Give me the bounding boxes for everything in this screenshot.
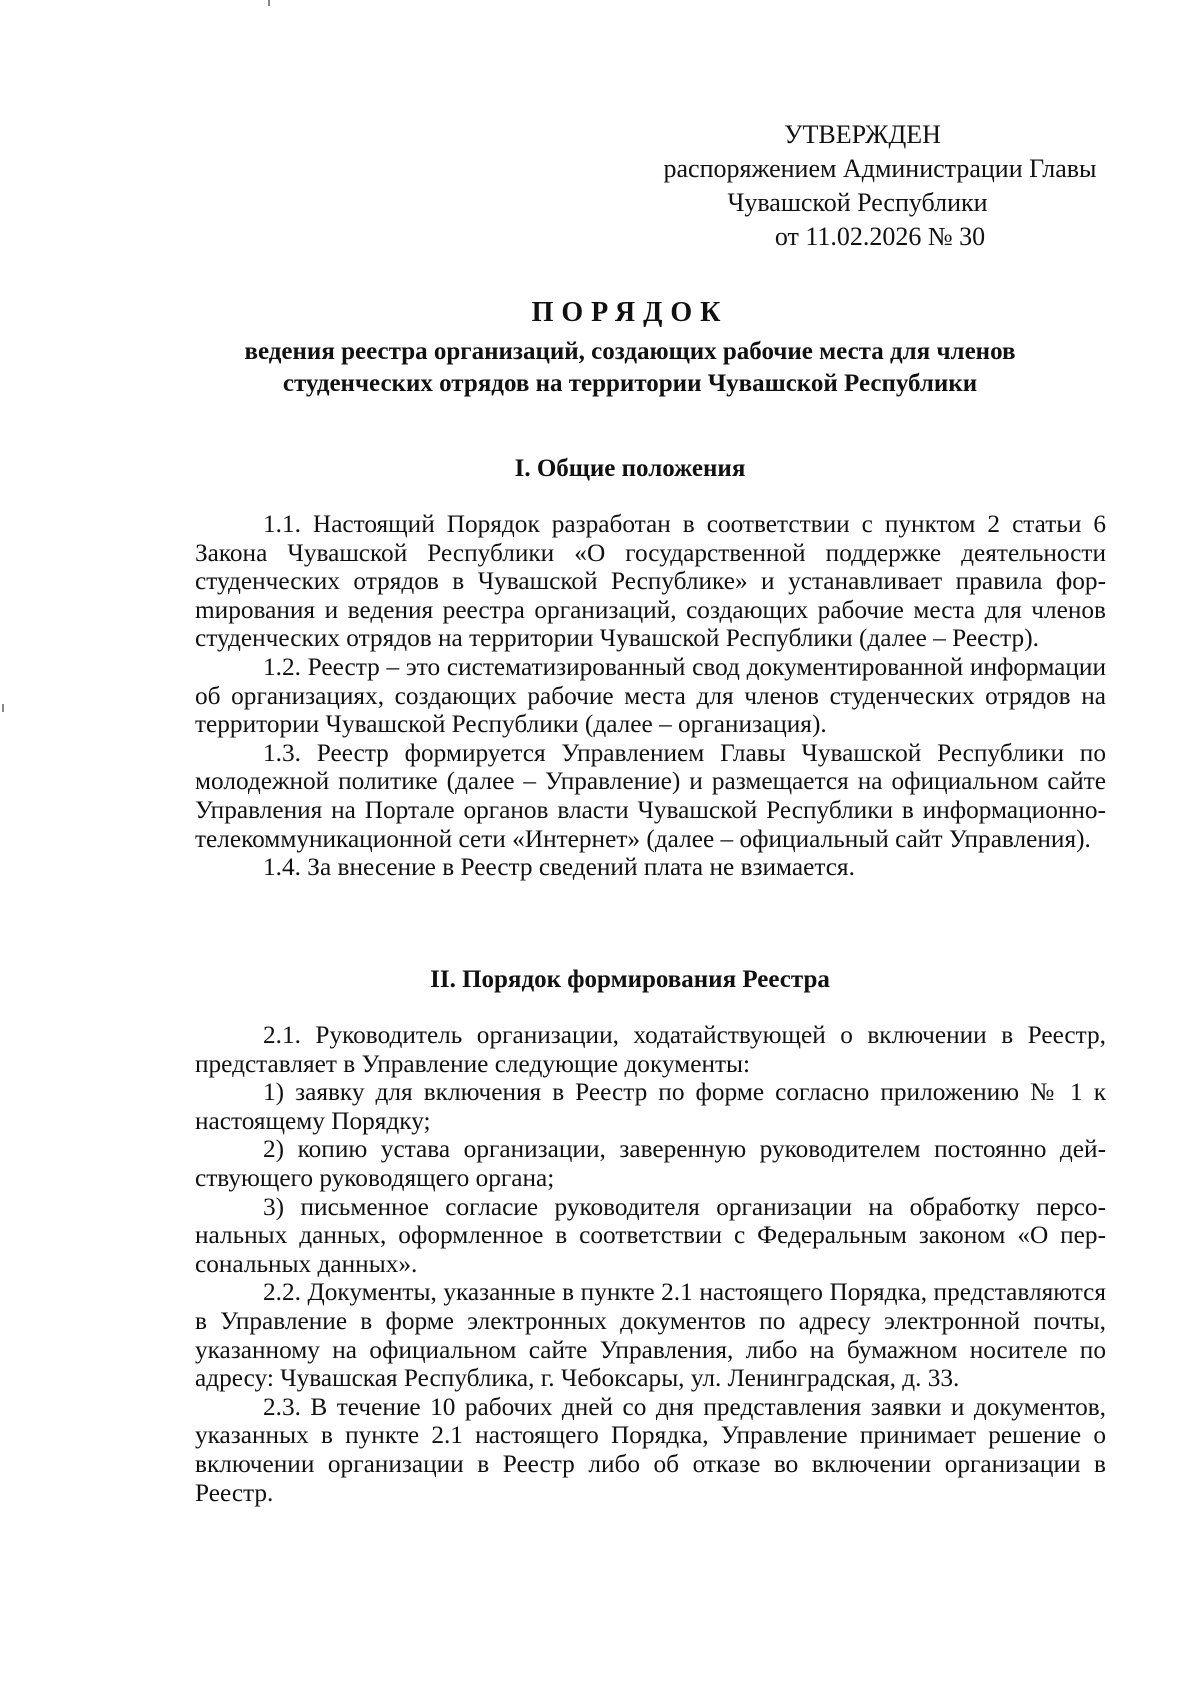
paragraph-2-1: 2.1. Руководитель организации, ходатайствующей о включении в Реестр, представляет в Управление следующие документы:	[195, 1021, 1106, 1078]
document-title-block	[200, 296, 1060, 400]
list-item-consent: 3) письменное согласие руководителя организации на обработку персональных данных, оформленное в соответствии с Федеральным законом «О персональных данных».	[195, 1192, 1106, 1278]
list-item-application: 1) заявку для включения в Реестр по форме согласно приложению № 1 к настоящему Порядку;	[195, 1078, 1106, 1135]
section-body-registry-formation	[195, 1021, 1106, 1507]
paragraph-1-1: 1.1. Настоящий Порядок разработан в соответствии с пунктом 2 статьи 6 Закона Чувашской Республики «О государственной поддержке деятельности студенческих отрядов в Чувашской Республике» и устанавливает правила форmирования и ведения реестра организаций, создающих рабочие места для членов студенческих отрядов на территории Чувашской Республики (далее – Реестр).	[195, 510, 1106, 653]
document-title: ПОРЯДОК	[531, 297, 729, 328]
paragraph-1-3: 1.3. Реестр формируется Управлением Главы Чувашской Республики по молодежной политике (далее – Управление) и размещается на официальном сайте Управления на Портале органов власти Чувашской Республики в информационно-телекоммуникационной сети «Интернет» (далее – официальный сайт Управления).	[195, 738, 1106, 853]
paragraph-2-2: 2.2. Документы, указанные в пункте 2.1 настоящего Порядка, представляются в Управление в форме электронных документов по адресу электронной почты, указанному на официальном сайте Управления, либо на бумажном носителе по адресу: Чувашская Республика, г. Чебоксары, ул. Ленинградская, д. 33.	[195, 1278, 1106, 1393]
document-subtitle: ведения реестра организаций, создающих рабочие места для членов студенческих отрядов на территории Чувашской Республики	[244, 338, 1016, 397]
scan-mark-top	[268, 0, 270, 6]
paragraph-2-3: 2.3. В течение 10 рабочих дней со дня представления заявки и документов, указанных в пункте 2.1 настоящего Порядка, Управление принимает решение о включении организации в Реестр либо об отказе во включении организации в Реестр.	[195, 1392, 1106, 1507]
approval-line-3: Чувашской Республики	[727, 188, 988, 217]
approval-line-1: УТВЕРЖДЕН	[784, 120, 941, 149]
section-heading-general-provisions: I. Общие положения	[514, 455, 746, 482]
section-heading-registry-formation: II. Порядок формирования Реестра	[430, 966, 830, 993]
approval-date-number: от 11.02.2026 № 30	[774, 222, 986, 251]
paragraph-1-4: 1.4. За внесение в Реестр сведений плата не взимается.	[263, 853, 855, 882]
paragraph-1-2: 1.2. Реестр – это систематизированный свод документированной информации об организациях, создающих рабочие места для членов студенческих отрядов на территории Чувашской Республики (далее – организация).	[195, 652, 1106, 739]
approval-stamp	[640, 118, 1120, 254]
approval-line-2: распоряжением Администрации Главы	[663, 154, 1097, 183]
section-body-general-provisions	[195, 510, 1106, 882]
list-item-charter-copy: 2) копию устава организации, заверенную руководителем постоянно действующего руководящего органа;	[195, 1135, 1106, 1192]
scan-mark-left	[2, 704, 4, 712]
